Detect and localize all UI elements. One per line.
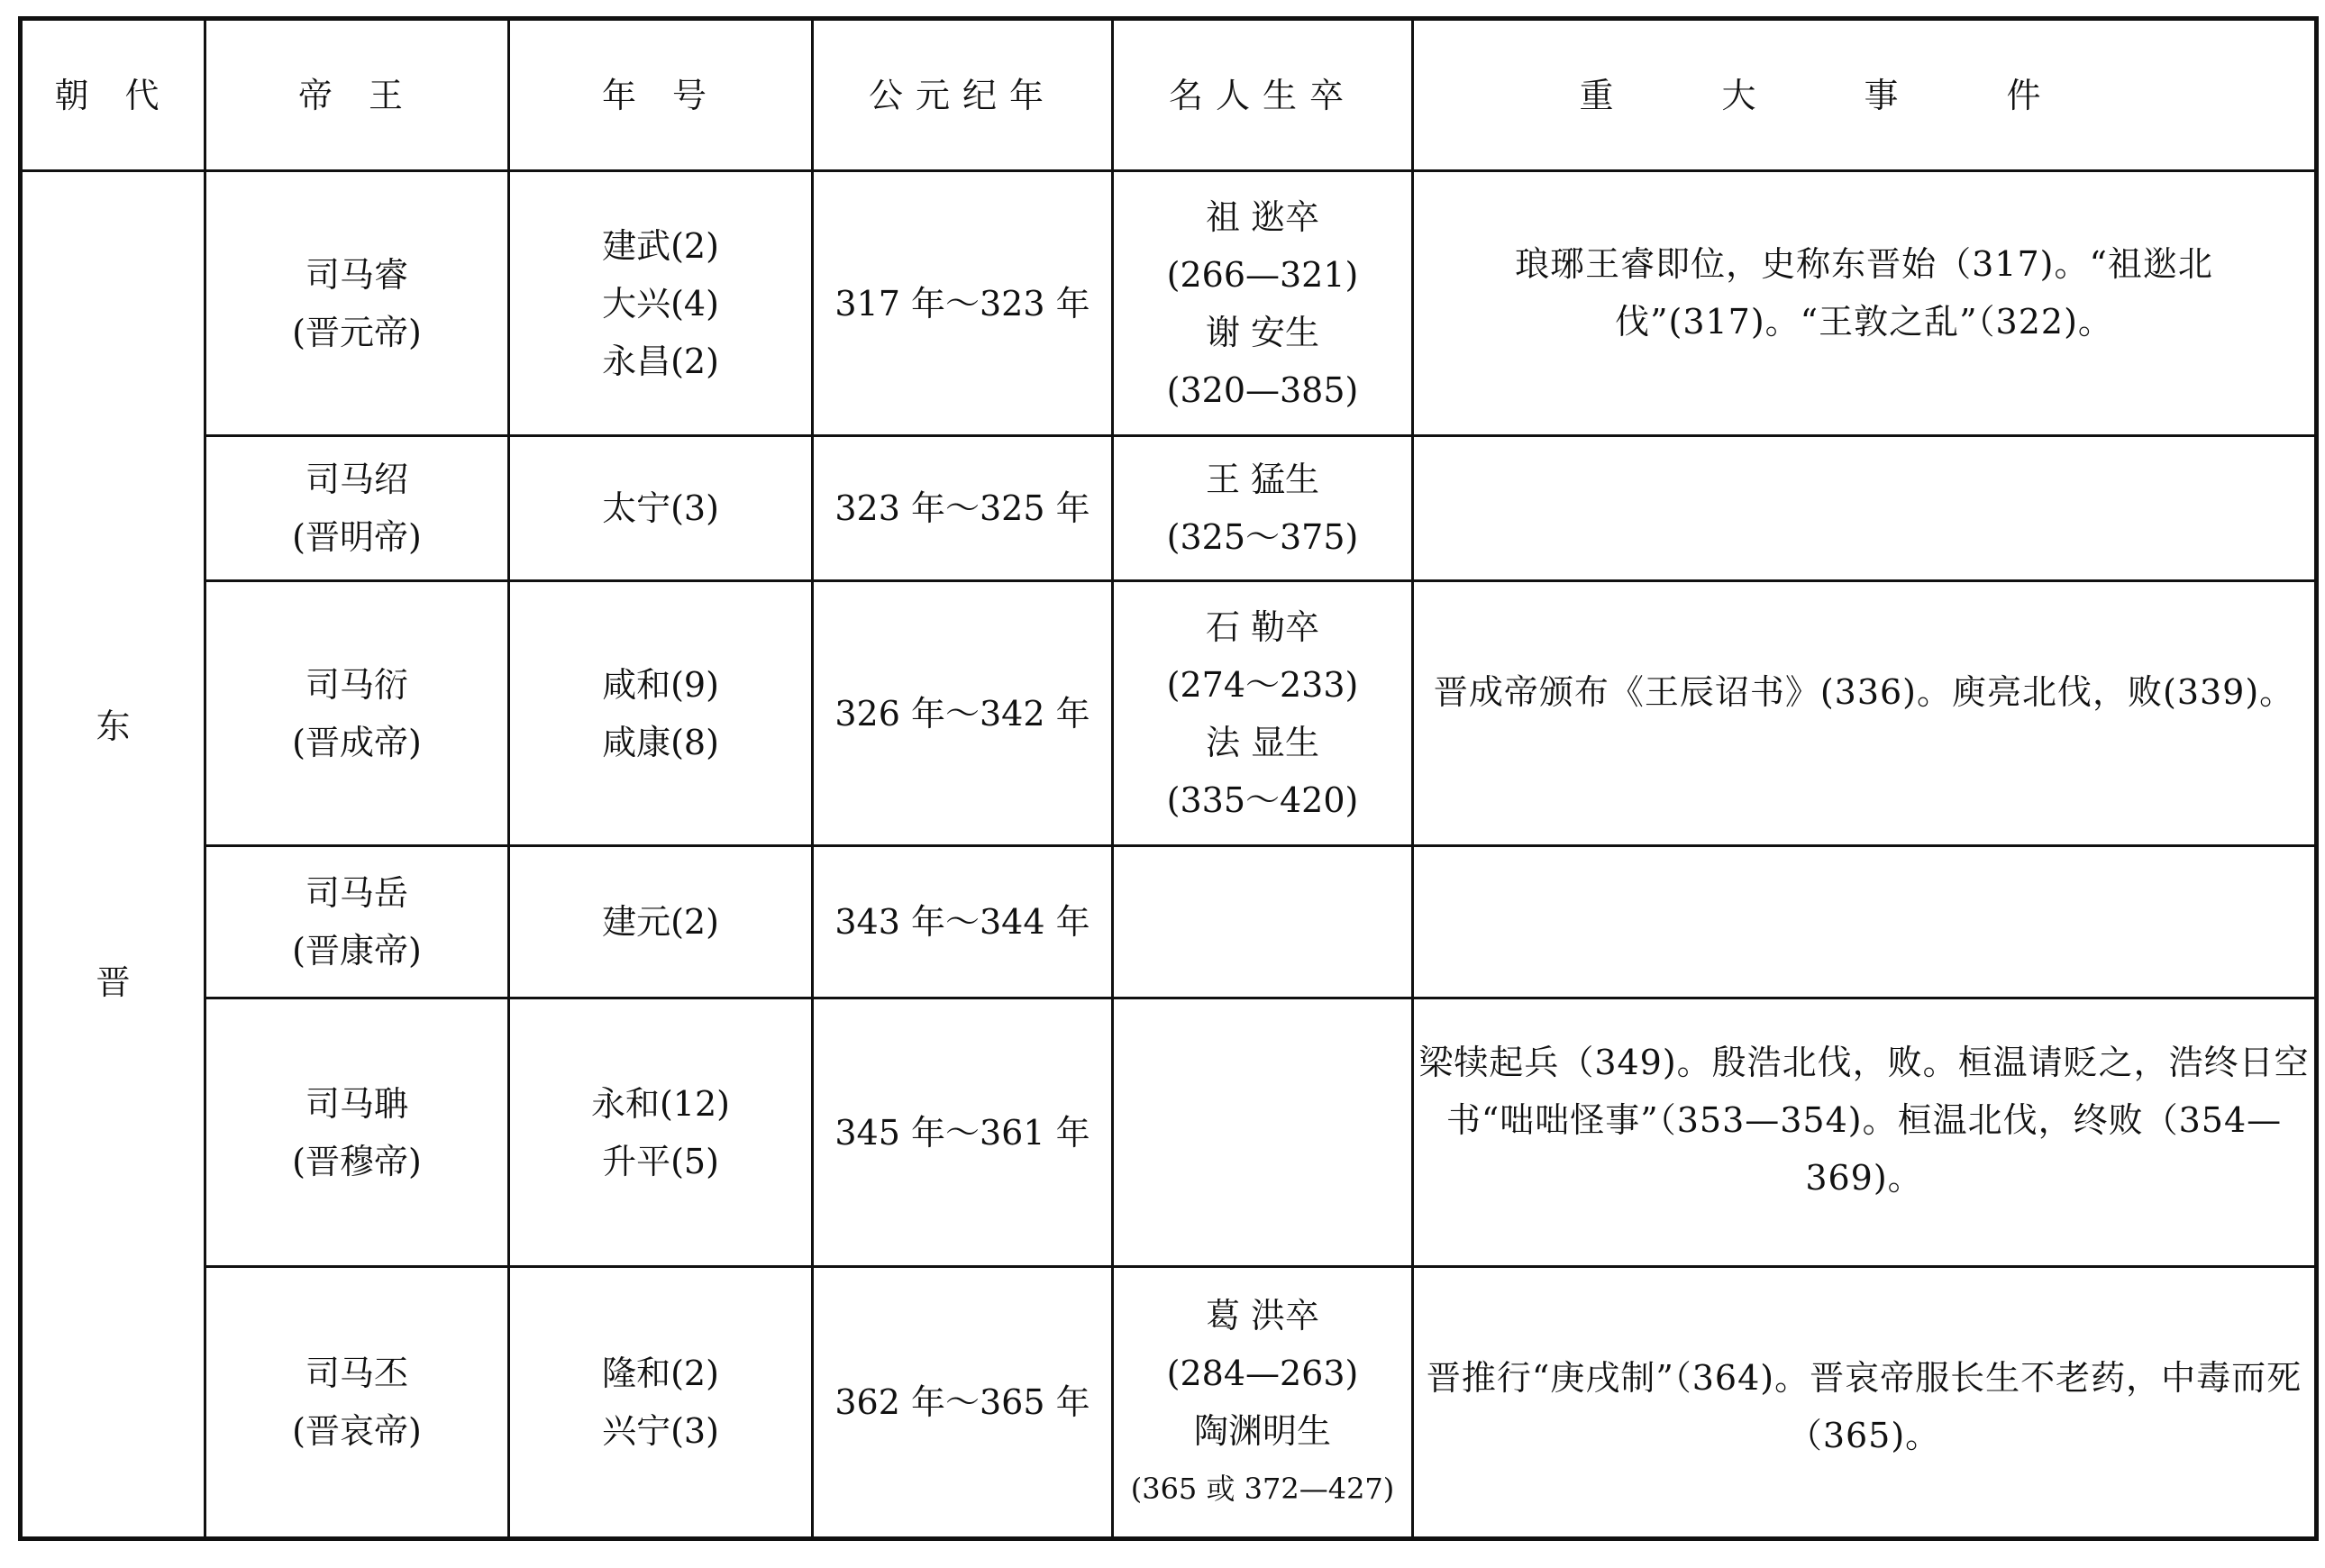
events-cell: 晋推行“庚戌制”（364)。晋哀帝服长生不老药，中毒而死（365)。 <box>1413 1266 2317 1538</box>
person-dates: (274～233) <box>1166 664 1359 705</box>
emperor-name: 司马睿 <box>305 254 408 295</box>
person-dates: (284—263) <box>1166 1353 1359 1393</box>
person-dates: (335～420) <box>1166 779 1359 820</box>
emperor-cell <box>205 998 509 1267</box>
emperor-cell <box>205 436 509 581</box>
table-row <box>21 845 2317 998</box>
person-dates: (325～375) <box>1166 517 1359 558</box>
people-cell <box>1113 998 1413 1267</box>
events-cell: 晋成帝颁布《王辰诏书》(336)。庾亮北伐，败(339)。 <box>1413 581 2317 846</box>
dynasty-char-2: 晋 <box>96 962 131 1003</box>
person-dates: (365 或 372—427) <box>1130 1471 1395 1506</box>
era-name: 咸和(9) <box>602 664 719 705</box>
person-dates: (266—321) <box>1166 254 1359 295</box>
era-name: 兴宁(3) <box>602 1410 719 1451</box>
person-entry: 葛 洪卒 <box>1205 1295 1320 1336</box>
era-cell <box>509 581 813 846</box>
person-entry: 谢 安生 <box>1205 312 1320 352</box>
emperor-cell <box>205 581 509 846</box>
emperor-name: 司马衍 <box>305 664 408 705</box>
header-emperor: 帝 王 <box>205 19 509 171</box>
emperor-title: (晋穆帝) <box>292 1141 422 1181</box>
header-major-events: 重大事件 <box>1413 19 2317 171</box>
emperor-title: (晋哀帝) <box>292 1410 422 1451</box>
years-cell: 362 年～365 年 <box>813 1266 1113 1538</box>
header-years-ad: 公元纪年 <box>813 19 1113 171</box>
person-entry: 陶渊明生 <box>1193 1410 1331 1451</box>
person-entry: 石 勒卒 <box>1205 606 1320 647</box>
events-cell: 琅琊王睿即位，史称东晋始（317)。“祖逖北伐”(317)。“王敦之乱”（322)。 <box>1413 171 2317 436</box>
events-cell <box>1413 845 2317 998</box>
emperor-name: 司马岳 <box>305 873 408 913</box>
era-name: 建武(2) <box>602 225 719 266</box>
years-cell: 345 年～361 年 <box>813 998 1113 1267</box>
header-notable-people: 名人生卒 <box>1113 19 1413 171</box>
emperor-name: 司马绍 <box>305 460 408 500</box>
years-cell: 323 年～325 年 <box>813 436 1113 581</box>
emperor-title: (晋成帝) <box>292 722 422 762</box>
emperor-cell <box>205 1266 509 1538</box>
table-row <box>21 171 2317 436</box>
header-era-name: 年 号 <box>509 19 813 171</box>
events-cell <box>1413 436 2317 581</box>
person-entry: 法 显生 <box>1205 722 1320 762</box>
era-name: 隆和(2) <box>602 1353 719 1393</box>
dynasty-cell <box>21 171 205 1539</box>
era-cell <box>509 845 813 998</box>
emperor-name: 司马丕 <box>305 1353 408 1393</box>
era-cell <box>509 998 813 1267</box>
dynasty-char-1: 东 <box>96 707 131 747</box>
emperor-cell <box>205 171 509 436</box>
years-cell: 317 年～323 年 <box>813 171 1113 436</box>
emperor-cell <box>205 845 509 998</box>
era-name: 建元(2) <box>602 902 719 942</box>
person-entry: 祖 逖卒 <box>1205 196 1320 237</box>
header-dynasty: 朝 代 <box>21 19 205 171</box>
person-dates: (320—385) <box>1166 369 1359 410</box>
era-name: 大兴(4) <box>602 283 719 324</box>
people-cell <box>1113 845 1413 998</box>
emperor-title: (晋元帝) <box>292 312 422 352</box>
era-name: 咸康(8) <box>602 722 719 762</box>
people-cell <box>1113 581 1413 846</box>
era-name: 太宁(3) <box>602 488 719 529</box>
era-name: 升平(5) <box>602 1141 719 1181</box>
table-row <box>21 581 2317 846</box>
table-row <box>21 1266 2317 1538</box>
era-cell <box>509 436 813 581</box>
era-cell <box>509 171 813 436</box>
person-entry: 王 猛生 <box>1205 460 1320 500</box>
people-cell <box>1113 171 1413 436</box>
emperor-title: (晋明帝) <box>292 517 422 558</box>
emperor-name: 司马聃 <box>305 1083 408 1124</box>
years-cell: 326 年～342 年 <box>813 581 1113 846</box>
people-cell <box>1113 1266 1413 1538</box>
events-cell: 梁犊起兵（349)。殷浩北伐，败。桓温请贬之，浩终日空书“咄咄怪事”（353—354)。桓温北伐，终败（354—369)。 <box>1413 998 2317 1267</box>
emperor-title: (晋康帝) <box>292 931 422 971</box>
years-cell: 343 年～344 年 <box>813 845 1113 998</box>
era-name: 永昌(2) <box>602 341 719 381</box>
table-row <box>21 436 2317 581</box>
era-name: 永和(12) <box>590 1083 730 1124</box>
header-row <box>21 19 2317 171</box>
people-cell <box>1113 436 1413 581</box>
era-cell <box>509 1266 813 1538</box>
chronology-table <box>18 16 2319 1541</box>
table-row <box>21 998 2317 1267</box>
